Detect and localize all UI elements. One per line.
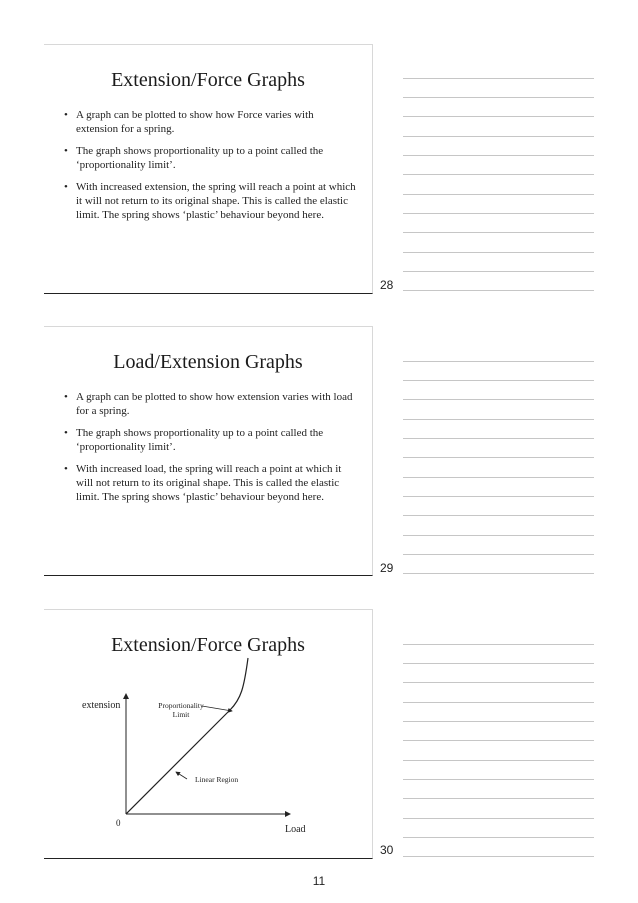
slide-number: 30	[380, 843, 394, 857]
bullet-item: • The graph shows proportionality up to a point called the ‘proportionality limit’.	[66, 145, 358, 172]
slide-number: 29	[380, 561, 394, 575]
slide-29	[44, 326, 373, 576]
linear-region-arrow	[176, 772, 187, 779]
proportionality-limit-label: Limit	[172, 710, 190, 719]
page-number: 11	[312, 874, 326, 888]
load-extension-graph	[44, 610, 372, 858]
linear-region-label: Linear Region	[195, 775, 239, 784]
origin-label: 0	[116, 818, 121, 828]
bullet-item: • A graph can be plotted to show how extension varies with load for a spring.	[66, 391, 358, 418]
y-axis-label: extension	[82, 700, 121, 711]
slide-28	[44, 44, 373, 294]
bullet-item: • With increased extension, the spring will reach a point at which it will not return to its original shape. This is called the elastic limit. The spring shows ‘plastic’ behaviour beyond here.	[66, 181, 358, 222]
slide-number: 28	[380, 278, 394, 292]
x-axis-label: Load	[285, 824, 306, 835]
bullet-item: • The graph shows proportionality up to a point called the ‘proportionality limit’.	[66, 427, 358, 454]
proportionality-arrow	[202, 706, 232, 711]
slide-title: Load/Extension Graphs	[113, 351, 303, 373]
slide-title: Extension/Force Graphs	[111, 69, 305, 91]
extension-curve	[126, 658, 248, 814]
bullet-list	[66, 391, 358, 513]
slide-30	[44, 609, 373, 859]
bullet-item: • A graph can be plotted to show how Force varies with extension for a spring.	[66, 109, 358, 136]
proportionality-limit-label: Proportionality	[158, 701, 204, 710]
bullet-list	[66, 109, 358, 231]
slide-title: Extension/Force Graphs	[111, 634, 305, 656]
bullet-item: • With increased load, the spring will reach a point at which it will not return to its original shape. This is called the elastic limit. The spring shows ‘plastic’ behaviour beyond here.	[66, 463, 358, 504]
